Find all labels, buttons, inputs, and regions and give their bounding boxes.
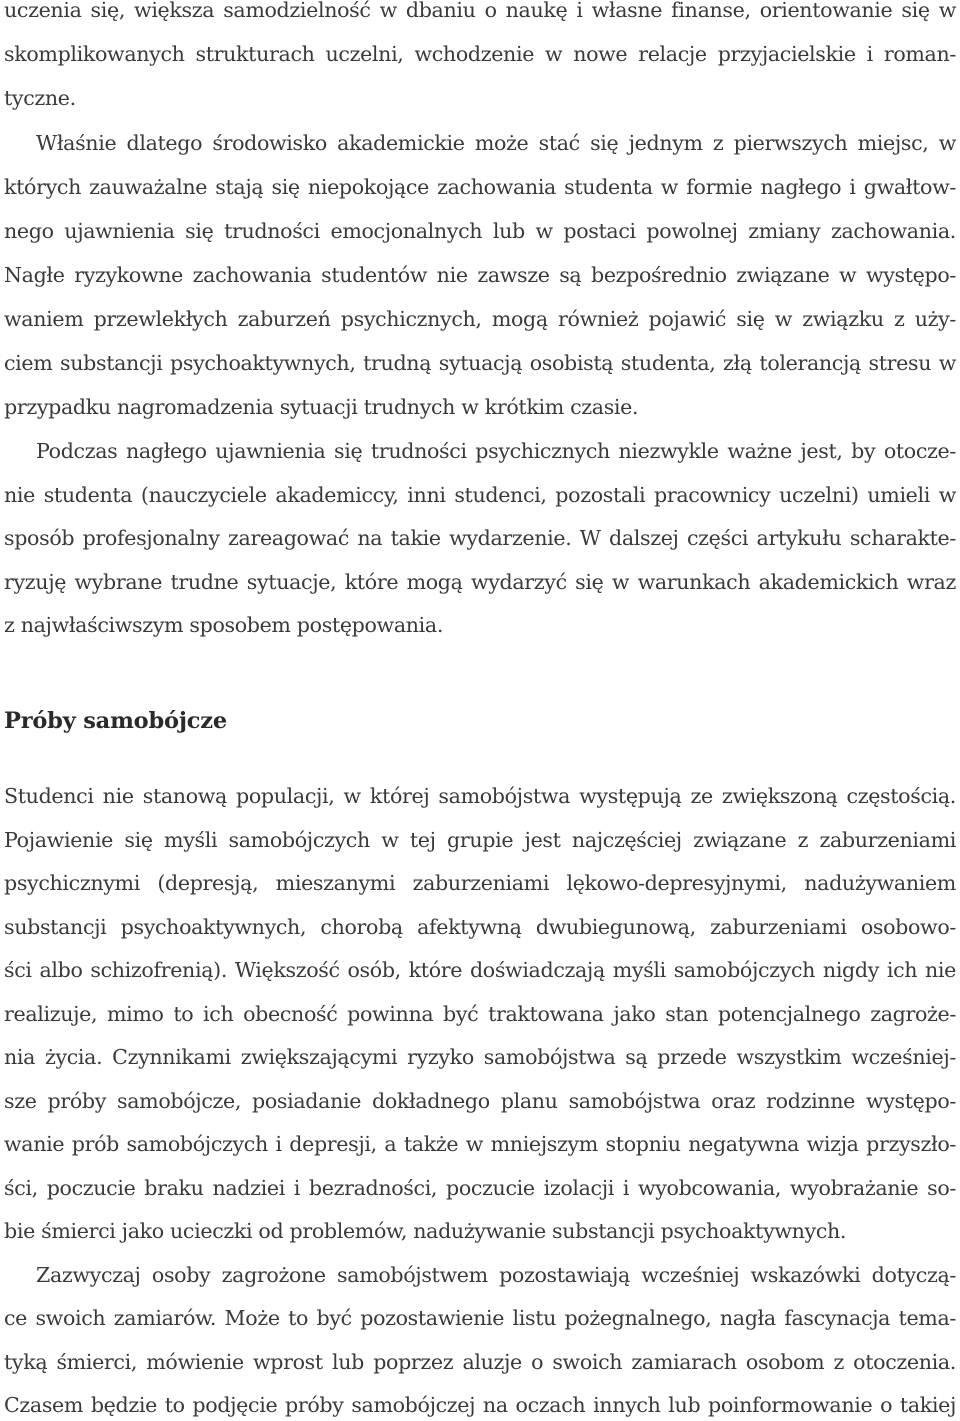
text-line: sze próby samobójcze, posiadanie dokładnego planu samobójstwa oraz rodzinne występo- (4, 1089, 956, 1113)
text-line: Studenci nie stanową populacji, w której samobójstwa występują ze zwiększoną częstością. (4, 784, 956, 808)
text-line: uczenia się, większa samodzielność w dbaniu o naukę i własne finanse, orientowanie się w (4, 0, 956, 22)
text-line: waniem przewlekłych zaburzeń psychicznych, mogą również pojawić się w związku z uży- (4, 307, 956, 331)
text-line: substancji psychoaktywnych, chorobą afektywną dwubiegunową, zaburzeniami osobowo- (4, 915, 956, 939)
text-line: ści albo schizofrenią). Większość osób, które doświadczają myśli samobójczych nigdy ich nie (4, 958, 956, 982)
text-line: nego ujawnienia się trudności emocjonalnych lub w postaci powolnej zmiany zachowania. (4, 219, 956, 243)
text-line: przypadku nagromadzenia sytuacji trudnych w krótkim czasie. (4, 395, 639, 419)
text-line: z najwłaściwszym sposobem postępowania. (4, 613, 444, 637)
text-line: których zauważalne stają się niepokojące zachowania studenta w formie nagłego i gwałtow- (4, 175, 956, 199)
text-line: realizuje, mimo to ich obecność powinna być traktowana jako stan potencjalnego zagroże- (4, 1002, 956, 1026)
text-line: Podczas nagłego ujawnienia się trudności psychicznych niezwykle ważne jest, by otocze- (36, 439, 956, 463)
text-line: ryzuję wybrane trudne sytuacje, które mogą wydarzyć się w warunkach akademickich wraz (4, 570, 956, 594)
text-line: tyczne. (4, 86, 76, 110)
text-line: nie studenta (nauczyciele akademiccy, inni studenci, pozostali pracownicy uczelni) umieli w (4, 483, 956, 507)
text-line: Nagłe ryzykowne zachowania studentów nie zawsze są bezpośrednio związane w występo- (4, 263, 956, 287)
text-line: sposób profesjonalny zareagować na takie wydarzenie. W dalszej części artykułu scharakte- (4, 526, 956, 550)
text-line: Pojawienie się myśli samobójczych w tej grupie jest najczęściej związane z zaburzeniami (4, 828, 956, 852)
text-line: wanie prób samobójczych i depresji, a także w mniejszym stopniu negatywna wizja przyszło- (4, 1132, 956, 1156)
text-line: Zazwyczaj osoby zagrożone samobójstwem pozostawiają wcześniej wskazówki dotyczą- (36, 1263, 956, 1287)
text-line: tyką śmierci, mówienie wprost lub poprzez aluzje o swoich zamiarach osobom z otoczenia. (4, 1350, 956, 1374)
section-heading: Próby samobójcze (4, 708, 227, 734)
text-line: bie śmierci jako ucieczki od problemów, nadużywanie substancji psychoaktywnych. (4, 1219, 847, 1243)
text-line: Czasem będzie to podjęcie próby samobójczej na oczach innych lub poinformowanie o takiej (4, 1393, 956, 1417)
text-line: ce swoich zamiarów. Może to być pozostawienie listu pożegnalnego, nagła fascynacja tema- (4, 1306, 956, 1330)
text-line: nia życia. Czynnikami zwiększającymi ryzyko samobójstwa są przede wszystkim wcześniej- (4, 1045, 956, 1069)
text-line: ści, poczucie braku nadziei i bezradności, poczucie izolacji i wyobcowania, wyobrażanie so- (4, 1176, 956, 1200)
text-line: psychicznymi (depresją, mieszanymi zaburzeniami lękowo-depresyjnymi, nadużywaniem (4, 871, 956, 895)
text-line: skomplikowanych strukturach uczelni, wchodzenie w nowe relacje przyjacielskie i roman- (4, 42, 956, 66)
text-line: Właśnie dlatego środowisko akademickie może stać się jednym z pierwszych miejsc, w (36, 131, 956, 155)
text-line: ciem substancji psychoaktywnych, trudną sytuacją osobistą studenta, złą tolerancją stresu w (4, 351, 956, 375)
